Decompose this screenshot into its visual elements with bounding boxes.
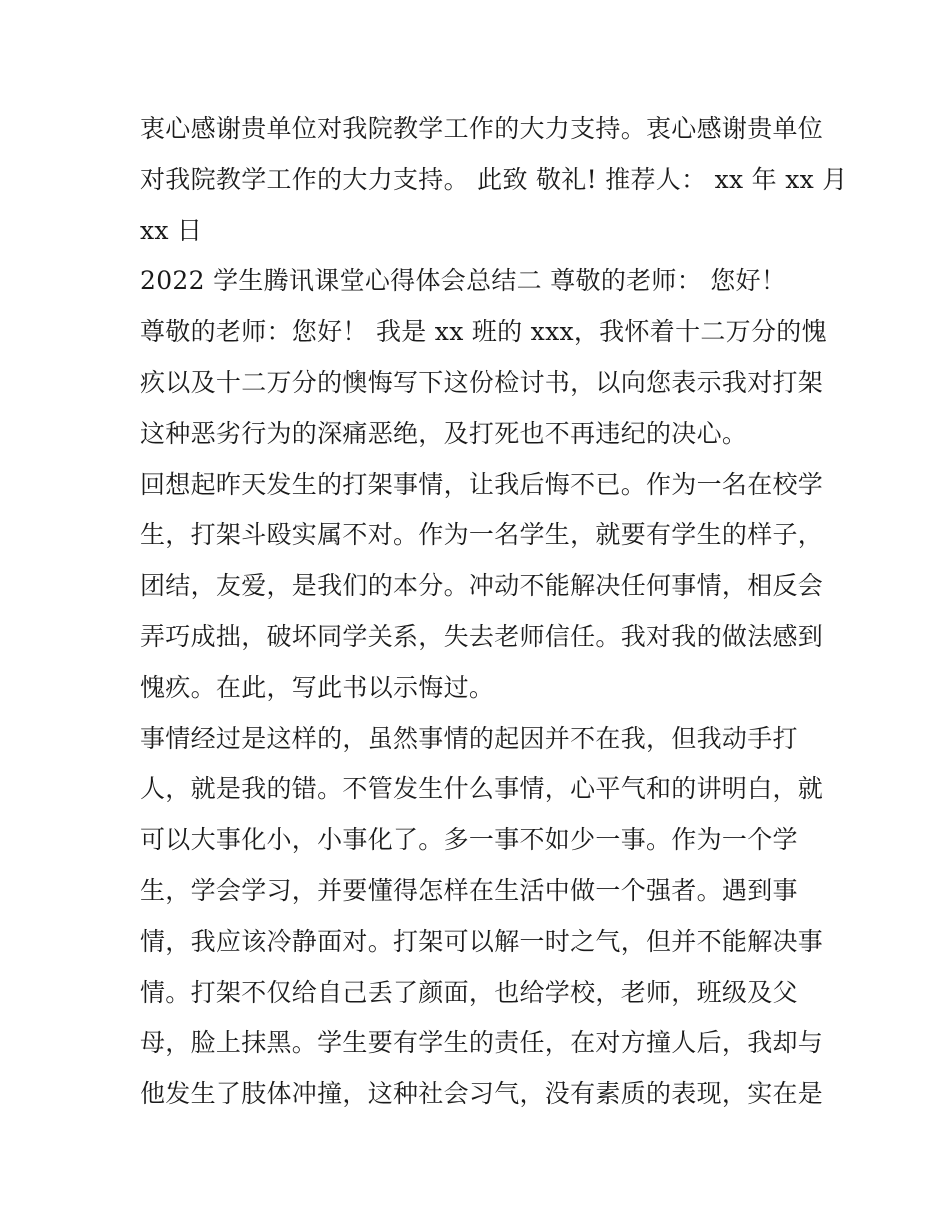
text-line: 生，学会学习，并要懂得怎样在生活中做一个强者。遇到事	[140, 875, 798, 905]
text-line: 情。打架不仅给自己丢了颜面，也给学校，老师，班级及父	[140, 977, 798, 1007]
text-line: 事情经过是这样的，虽然事情的起因并不在我，但我动手打	[140, 723, 798, 753]
document-body	[140, 104, 848, 1120]
text-line: xx 日	[140, 215, 203, 245]
text-line: 情，我应该冷静面对。打架可以解一时之气，但并不能解决事	[140, 926, 824, 956]
text-line: 尊敬的老师：您好！ 我是 xx 班的 xxx，我怀着十二万分的愧	[140, 317, 827, 347]
text-line: 对我院教学工作的大力支持。 此致 敬礼! 推荐人： xx 年 xx 月	[140, 164, 848, 194]
section-heading-line: 2022 学生腾讯课堂心得体会总结二 尊敬的老师： 您好！	[140, 266, 787, 296]
text-line: 人，就是我的错。不管发生什么事情，心平气和的讲明白，就	[140, 774, 824, 804]
text-line: 衷心感谢贵单位对我院教学工作的大力支持。衷心感谢贵单位	[140, 114, 824, 143]
text-line: 弄巧成拙，破坏同学关系，失去老师信任。我对我的做法感到	[140, 621, 824, 651]
text-line: 母，脸上抹黑。学生要有学生的责任，在对方撞人后，我却与	[140, 1028, 824, 1058]
text-line: 他发生了肢体冲撞，这种社会习气，没有素质的表现，实在是	[140, 1079, 824, 1109]
text-line: 这种恶劣行为的深痛恶绝，及打死也不再违纪的决心。	[140, 418, 748, 448]
text-line: 生，打架斗殴实属不对。作为一名学生，就要有学生的样子，	[140, 520, 824, 550]
text-line: 愧疚。在此，写此书以示悔过。	[140, 672, 495, 702]
text-line: 可以大事化小，小事化了。多一事不如少一事。作为一个学	[140, 825, 798, 855]
text-line: 团结，友爱，是我们的本分。冲动不能解决任何事情，相反会	[140, 571, 824, 601]
text-line: 疚以及十二万分的懊悔写下这份检讨书，以向您表示我对打架	[140, 367, 824, 397]
text-line: 回想起昨天发生的打架事情，让我后悔不已。作为一名在校学	[140, 469, 824, 499]
